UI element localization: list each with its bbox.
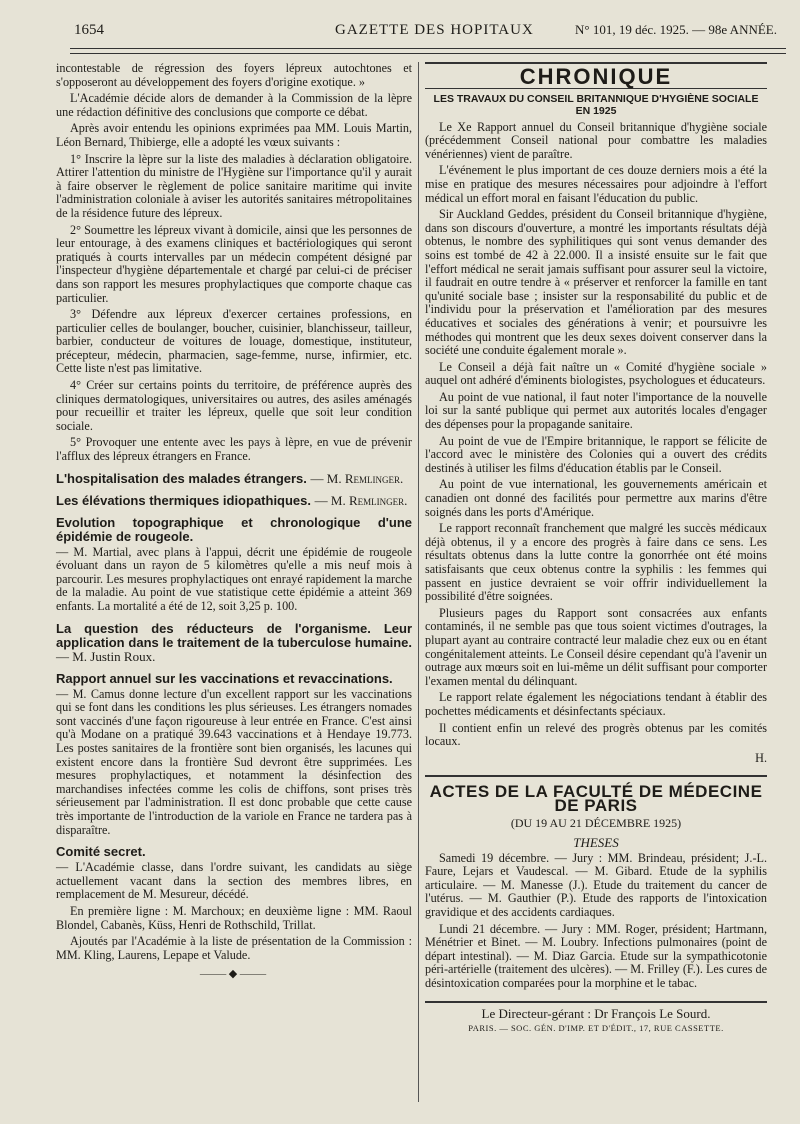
actes-title: ACTES DE LA FACULTÉ DE MÉDECINE DE PARIS [425, 775, 767, 812]
paragraph: Le rapport relate également les négociations tendant à établir des pochettes médicaments et désinfectants spéciaux. [425, 690, 767, 718]
paragraph: — M. Martial, avec plans à l'appui, décrit une épidémie de rougeole évoluant dans un rayon de 5 kilomètres qu'elle a mis neuf mois à parcourir. Les mesures prophylactiques ont enrayé rapidement la marche de la maladie. Au point de vue statistique cette épidémie a atteint 369 enfants. La mortalité a été de 12, soit 3,25 p. 100. [56, 544, 412, 613]
printer-line: PARIS. — SOC. GÉN. D'IMP. ET D'ÉDIT., 17, RUE CASSETTE. [468, 1023, 724, 1034]
paragraph: Le Conseil a déjà fait naître un « Comité d'hygiène sociale » auquel ont adhéré d'éminents biologistes, psychologues et éducateurs. [425, 359, 767, 388]
heading-author: — M. Justin Roux. [56, 648, 156, 664]
director-line: Le Directeur-gérant : Dr François Le Sourd. [425, 1001, 767, 1021]
wish-item: 2° Soumettre les lépreux vivant à domicile, ainsi que les personnes de leur entourage, à des examens cliniques et bactériologiques qui seront pratiqués à courts intervalles par un médecin compétent désigné par l'inspecteur d'hygiène départementale et chargé par celui-ci de préciser dans son rapport les mesures prophylactiques que comporte chaque cas particulier. [56, 222, 412, 305]
paragraph: Au point de vue national, il faut noter l'importance de la nouvelle loi sur la santé publique qui permet aux autorités locales d'engager des dépenses pour la propagande sanitaire. [425, 389, 767, 432]
heading-author: — M. Remlinger. [314, 492, 408, 508]
paragraph: incontestable de régression des foyers lépreux autochtones et s'opposeront au développement des foyers d'origine exotique. » [56, 61, 412, 89]
heading-text: L'hospitalisation des malades étrangers. [56, 470, 307, 486]
page-number: 1654 [74, 22, 104, 38]
page-header [0, 0, 800, 58]
paragraph: Le Xe Rapport annuel du Conseil britannique d'hygiène sociale (précédemment Conseil national pour combattre les maladies vénériennes) vient de paraître. [425, 119, 767, 161]
section-heading: Evolution topographique et chronologique d'une épidémie de rougeole. [56, 514, 412, 544]
left-column [56, 62, 412, 988]
paragraph: Après avoir entendu les opinions exprimées paa MM. Louis Martin, Léon Bernard, Thibierge, elle a adopté les vœux suivants : [56, 121, 412, 149]
wish-item: 4° Créer sur certains points du territoire, de préférence auprès des cliniques dermatologiques, universitaires ou autres, des asiles aménagés pour recueillir et traiter les lépreux, quelle que soit leur condition sociale. [56, 378, 412, 433]
wish-item: 1° Inscrire la lèpre sur la liste des maladies à déclaration obligatoire. Attirer l'attention du ministre de l'Hygiène sur l'importance qu'il y aurait à faire observer le règlement de police sanitaire maritime qui invite l'administration coloniale à aviser les autorités sanitaires métropolitaines de la résidence future des lépreux. [56, 151, 412, 220]
paragraph: L'Académie décide alors de demander à la Commission de la lèpre une rédaction définitive des conclusions que comporte ce débat. [56, 91, 412, 119]
column-divider [418, 62, 419, 1102]
actes-subtitle: (DU 19 AU 21 DÉCEMBRE 1925) [510, 815, 682, 830]
signature: H. [755, 750, 767, 765]
paragraph: — L'Académie classe, dans l'ordre suivant, les candidats au siège actuellement vacant dans la section des membres libres, en remplacement de M. Mesureur, décédé. [56, 860, 412, 902]
paragraph: Plusieurs pages du Rapport sont consacrées aux enfants contaminés, il ne semble pas que tous soient victimes d'outrages, la plupart ayant au contraire contracté leur maladie chez eux ou en étant congénitalement atteints. Le Conseil désire cependant qu'à l'avenir un outrage aux mœurs soit en lui-même un délit suffisant pour comporter l'examen mental du délinquant. [425, 605, 767, 688]
right-column [425, 62, 767, 1036]
heading-text: La question des réducteurs de l'organisme. Leur application dans le traitement de la tuberculose humaine. [56, 620, 412, 650]
thesis-entry: Lundi 21 décembre. — Jury : MM. Roger, président; Hartmann, Ménétrier et Binet. — M. Loubry. Infections pulmonaires (point de départ intestinal). — M. Diaz Garcia. Etude sur la sympathicotonie péri-artérielle (traitement des ulcères). — M. Frilley (F.). Les cures de désintoxication comparées pour la morphine et le tabac. [425, 921, 767, 991]
wish-item: 3° Défendre aux lépreux d'exercer certaines professions, en particulier celles de boulanger, boucher, cuisinier, blanchisseur, tailleur, barbier, conducteur de voitures de louage, domestique, instituteur, précepteur, médecin, pharmacien, sage-femme, nurse, infirmier, etc. Cette liste n'est pas limitative. [56, 307, 412, 376]
heading-author: — M. Remlinger. [310, 470, 404, 486]
paragraph: — M. Camus donne lecture d'un excellent rapport sur les vaccinations qui se font dans les conditions les plus sérieuses. Les étrangers nomades sont vaccinés d'une façon rigoureuse à leur entrée en France. C'est ainsi qu'à Modane on a pratiqué 39.643 vaccinations et à Hendaye 19.773. Les postes sanitaires de la frontière sont bien organisés, les lacunes qui existent encore dans la frontière Sud devront être supprimées. Les mesures prophylactiques, et notamment la désinfection des marchandises infectées comme les colis de chiffons, sont prises très sérieusement par l'administration. Il est donc probable que cette cause très importante de l'introduction de la variole en France ne tardera pas à disparaître. [56, 686, 412, 837]
section-heading [56, 494, 412, 508]
heading-text: Les élévations thermiques idiopathiques. [56, 492, 312, 508]
section-heading [56, 472, 412, 486]
issue-info: N° 101, 19 déc. 1925. — 98e ANNÉE. [575, 22, 777, 37]
ornament-divider: ⸻◆⸻ [199, 968, 269, 981]
chronique-box [425, 62, 767, 89]
paragraph: Il contient enfin un relevé des progrès obtenus par les comités locaux. [425, 720, 767, 749]
chronique-title: CHRONIQUE [519, 64, 673, 89]
theses-heading: THESES [573, 835, 619, 851]
paragraph: Au point de vue de l'Empire britannique, le rapport se félicite de l'accord avec le ministère des Colonies qui a ouvert des crédits destinés à utiliser les films d'éducation établis par le Conseil. [425, 433, 767, 475]
paragraph: Sir Auckland Geddes, président du Conseil britannique d'hygiène, dans son discours d'ouverture, a montré les importants résultats déjà obtenus, le nombre des syphilitiques qui sont venus demander des soins est tombé de 42 à 22.000. Il a insisté ensuite sur le fait que l'effort médical ne serait jamais suffisant pour assurer seul la victoire, il faudrait en outre tendre à « préserver et renforcer la famille en tant qu'unité sociale base ; insister sur la responsabilité du public et de l'individu pour la préservation et l'amélioration par des mesures éducatives et sociales des générations à venir; et poursuivre les méthodes qui montrent que les deux sexes doivent conserver dans la société une conduite également morale ». [425, 207, 767, 358]
section-heading: Comité secret. [56, 844, 146, 860]
section-heading [56, 622, 412, 664]
paragraph: En première ligne : M. Marchoux; en deuxième ligne : MM. Raoul Blondel, Cabanès, Küss, Henri de Rothschild, Trillat. [56, 903, 412, 932]
paragraph: Ajoutés par l'Académie à la liste de présentation de la Commission : MM. Kling, Laurens, Lepape et Valude. [56, 934, 412, 962]
paragraph: L'événement le plus important de ces douze derniers mois a été la mise en pratique des mesures nécessaires pour adjoindre à l'effort médical un effort moral en faisant l'éducation du public. [425, 163, 767, 205]
paragraph: Au point de vue international, les gouvernements américain et canadien ont donné des facilités pour permettre aux marins d'être soignés dans les ports d'Amérique. [425, 477, 767, 519]
wish-item: 5° Provoquer une entente avec les pays à lèpre, en vue de prévenir l'afflux des lépreux étrangers en France. [56, 435, 412, 464]
thesis-entry: Samedi 19 décembre. — Jury : MM. Brindeau, président; J.-L. Faure, Lejars et Vaudescal. — M. Gibard. Etude de la syphilis articulaire. — M. Manesse (J.). Etude du traitement du cancer de l'utérus. — M. Gauthier (P.). Etude des rapports de l'intoxication gravidique et des accidents cardiaques. [425, 850, 767, 920]
header-rule [70, 48, 786, 54]
journal-title: GAZETTE DES HOPITAUX [335, 22, 534, 38]
section-heading: Rapport annuel sur les vaccinations et revaccinations. [56, 670, 393, 686]
chronique-subtitle: LES TRAVAUX DU CONSEIL BRITANNIQUE D'HYGIÈNE SOCIALE EN 1925 [433, 92, 759, 117]
paragraph: Le rapport reconnaît franchement que malgré les succès médicaux déjà obtenus, il y a encore des progrès à faire dans ce sens. Les résultats obtenus dans la lutte contre la gonorrhée ont été moins satisfaisants que ceux obtenus contre la syphilis : les femmes qui passent en justice devraient se voir offrir individuellement la possibilité d'être soignées. [425, 521, 767, 604]
